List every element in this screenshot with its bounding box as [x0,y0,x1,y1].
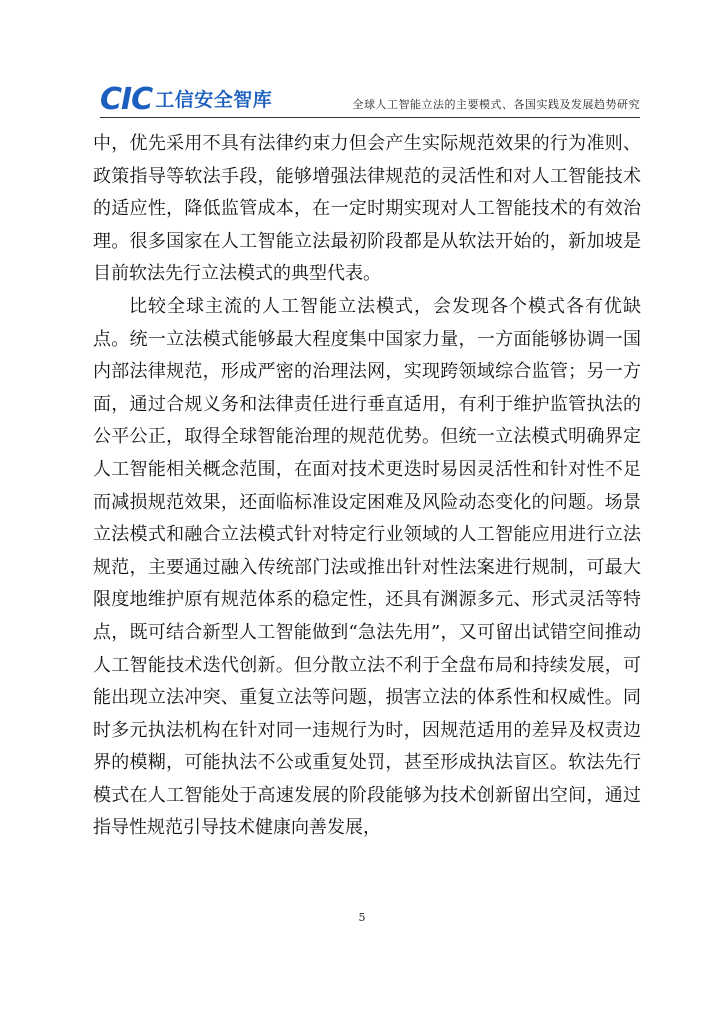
cic-logo [100,84,272,116]
running-header-title: 全球人工智能立法的主要模式、各国实践及发展趋势研究 [352,98,640,111]
paragraph-continued: 中，优先采用不具有法律约束力但会产生实际规范效果的行为准则、政策指导等软法手段，能够增强法律规范的灵活性和对人工智能技术的适应性，降低监管成本，在一定时期实现对人工智能技术的有效治理。很多国家在人工智能立法最初阶段都是从软法开始的，新加坡是目前软法先行立法模式的典型代表。 [93,133,641,285]
paragraph-comparison: 比较全球主流的人工智能立法模式，会发现各个模式各有优缺点。统一立法模式能够最大程度集中国家力量，一方面能够协调一国内部法律规范，形成严密的治理法网，实现跨领域综合监管；另一方面，通过合规义务和法律责任进行垂直适用，有利于维护监管执法的公平公正，取得全球智能治理的规范优势。但统一立法模式明确界定人工智能相关概念范围，在面对技术更迭时易因灵活性和针对性不足而减损规范效果，还面临标准设定困难及风险动态变化的问题。场景立法模式和融合立法模式针对特定行业领域的人工智能应用进行立法规范，主要通过融入传统部门法或推出针对性法案进行规制，可最大限度地维护原有规范体系的稳定性，还具有渊源多元、形式灵活等特点，既可结合新型人工智能做到“急法先用”，又可留出试错空间推动人工智能技术迭代创新。但分散立法不利于全盘布局和持续发展，可能出现立法冲突、重复立法等问题，损害立法的体系性和权威性。同时多元执法机构在针对同一违规行为时，因规范适用的差异及权责边界的模糊，可能执法不公或重复处罚，甚至形成执法盲区。软法先行模式在人工智能处于高速发展的阶段能够为技术创新留出空间，通过指导性规范引导技术健康向善发展， [93,295,641,839]
page-header [100,84,640,116]
body-text [93,128,641,845]
logo-mark: CIC [100,82,153,117]
page-number: 5 [358,911,366,924]
header-divider [100,117,640,118]
logo-name: 工信安全智库 [155,89,273,111]
